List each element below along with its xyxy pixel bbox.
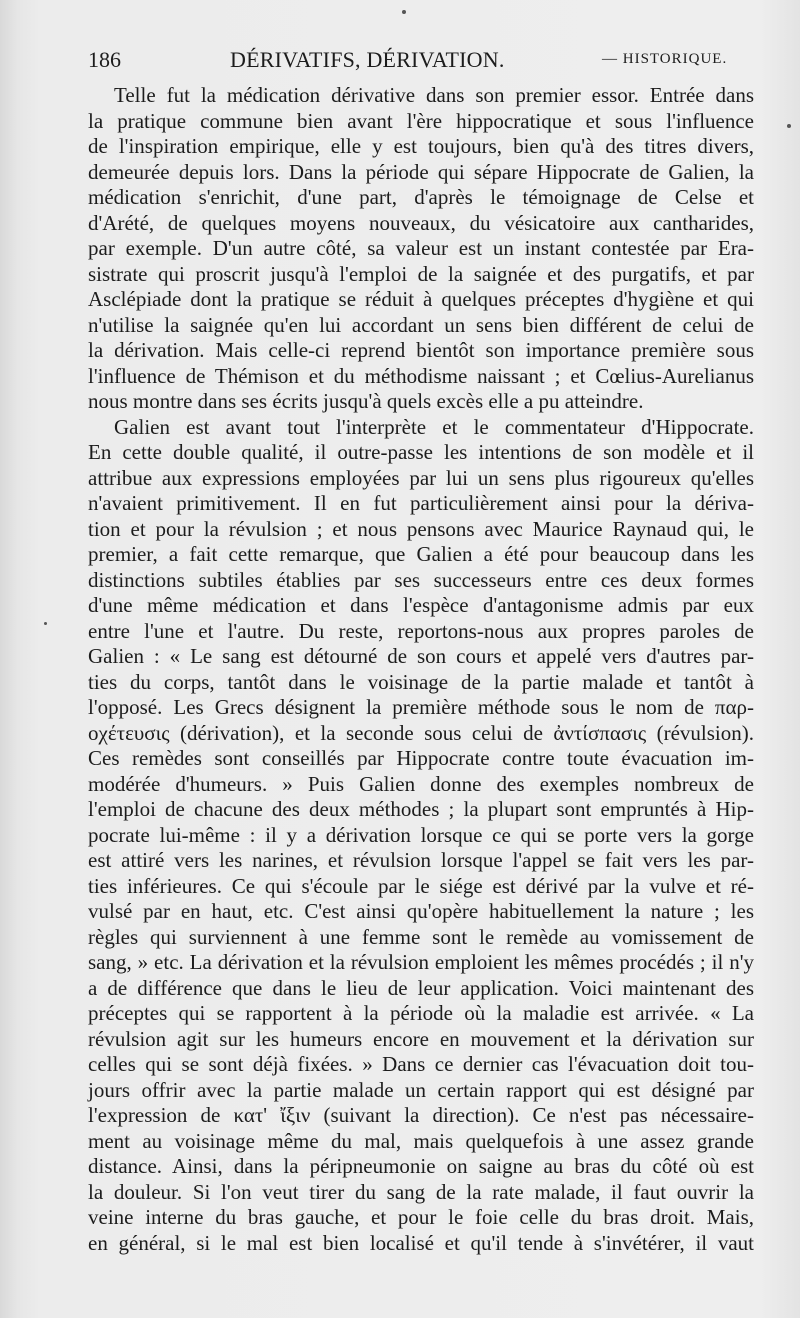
text-line: la dérivation. Mais celle-ci reprend bientôt son importance première sous xyxy=(88,338,754,362)
text-line: Ces remèdes sont conseillés par Hippocrate contre toute évacuation im- xyxy=(88,746,754,770)
text-line: distance. Ainsi, dans la péripneumonie on saigne au bras du côté où est xyxy=(88,1154,754,1178)
running-subtitle: — HISTORIQUE. xyxy=(602,51,728,67)
text-line: vulsé par en haut, etc. C'est ainsi qu'opère habituellement la nature ; les xyxy=(88,899,754,923)
text-line: Telle fut la médication dérivative dans son premier essor. Entrée dans xyxy=(114,83,754,107)
text-line: la douleur. Si l'on veut tirer du sang de la rate malade, il faut ouvrir la xyxy=(88,1179,754,1204)
text-line: sistrate qui proscrit jusqu'à l'emploi de la saignée et des purgatifs, et par xyxy=(88,261,754,286)
text-line: celles qui se sont déjà fixées. » Dans ce dernier cas l'évacuation doit tou- xyxy=(88,1052,754,1076)
text-line: par exemple. D'un autre côté, sa valeur est un instant contestée par Era- xyxy=(88,236,754,260)
text-line: préceptes qui se rapportent à la période où la maladie est arrivée. « La xyxy=(88,1001,754,1025)
text-line: n'avaient primitivement. Il en fut particulièrement ainsi pour la dériva- xyxy=(88,491,754,515)
text-line: est attiré vers les narines, et révulsion lorsque l'appel se fait vers les par- xyxy=(88,848,754,872)
text-line: règles qui surviennent à une femme sont le remède au vomissement de xyxy=(88,924,754,949)
text-line: n'utilise la saignée qu'en lui accordant un sens bien différent de celui de xyxy=(88,312,754,337)
text-line: modérée d'humeurs. » Puis Galien donne des exemples nombreux de xyxy=(88,771,754,796)
ink-speck xyxy=(787,124,791,128)
text-line: d'Arété, de quelques moyens nouveaux, du vésicatoire aux cantharides, xyxy=(88,210,754,235)
paragraph-2 xyxy=(88,415,754,1257)
text-line: Galien est avant tout l'interprète et le commentateur d'Hippocrate. xyxy=(114,414,754,439)
paragraph-1 xyxy=(88,83,754,415)
text-line: demeurée depuis lors. Dans la période qui sépare Hippocrate de Galien, la xyxy=(88,159,754,184)
text-line: l'opposé. Les Grecs désignent la première méthode sous le nom de παρ- xyxy=(88,695,754,719)
text-line: la pratique commune bien avant l'ère hippocratique et sous l'influence xyxy=(88,108,754,133)
body-text xyxy=(88,83,754,1256)
text-line: l'expression de κατ' ἴξιν (suivant la direction). Ce n'est pas nécessaire- xyxy=(88,1103,754,1127)
text-line: médication s'enrichit, d'une part, d'après le témoignage de Celse et xyxy=(88,185,754,209)
text-line: ties du corps, tantôt dans le voisinage de la partie malade et tantôt à xyxy=(88,669,754,694)
text-line: l'emploi de chacune des deux méthodes ; la plupart sont empruntés à Hip- xyxy=(88,797,754,821)
running-header xyxy=(88,46,754,76)
text-line: révulsion agit sur les humeurs encore en mouvement et la dérivation sur xyxy=(88,1026,754,1051)
text-line: tion et pour la révulsion ; et nous pensons avec Maurice Raynaud qui, le xyxy=(88,516,754,541)
ink-speck xyxy=(44,622,47,625)
text-line: en général, si le mal est bien localisé et qu'il tende à s'invétérer, il vaut xyxy=(88,1230,754,1255)
text-line: jours offrir avec la partie malade un certain rapport qui est désigné par xyxy=(88,1077,754,1102)
text-line: premier, a fait cette remarque, que Galien a été pour beaucoup dans les xyxy=(88,542,754,566)
text-line: Galien : « Le sang est détourné de son cours et appelé vers d'autres par- xyxy=(88,644,754,668)
text-line: ties inférieures. Ce qui s'écoule par le siége est dérivé par la vulve et ré- xyxy=(88,873,754,898)
text-line: pocrate lui-même : il y a dérivation lorsque ce qui se porte vers la gorge xyxy=(88,822,754,847)
ink-speck xyxy=(402,10,406,14)
text-line: veine interne du bras gauche, et pour le foie celle du bras droit. Mais, xyxy=(88,1205,754,1229)
text-line: Asclépiade dont la pratique se réduit à quelques préceptes d'hygiène et qui xyxy=(88,287,754,311)
page-number: 186 xyxy=(88,47,121,72)
text-line: En cette double qualité, il outre-passe les intentions de son modèle et il xyxy=(88,440,754,464)
text-line: attribue aux expressions employées par lui un sens plus rigoureux qu'elles xyxy=(88,465,754,490)
text-line: sang, » etc. La dérivation et la révulsion emploient les mêmes procédés ; il n'y xyxy=(88,950,754,974)
running-title: DÉRIVATIFS, DÉRIVATION. xyxy=(230,47,505,72)
text-line: de l'inspiration empirique, elle y est toujours, bien qu'à des titres divers, xyxy=(88,134,754,158)
text-line: d'une même médication et dans l'espèce d'antagonisme admis par eux xyxy=(88,593,754,617)
text-line: οχέτευσις (dérivation), et la seconde sous celui de ἀντίσπασις (révulsion). xyxy=(88,720,754,745)
text-line: a de différence que dans le lieu de leur application. Voici maintenant des xyxy=(88,975,754,1000)
text-line: l'influence de Thémison et du méthodisme naissant ; et Cœlius-Aurelianus xyxy=(88,363,754,388)
text-line: ment au voisinage même du mal, mais quelquefois à une assez grande xyxy=(88,1128,754,1153)
text-line: nous montre dans ses écrits jusqu'à quels excès elle a pu atteindre. xyxy=(88,389,644,413)
text-line: distinctions subtiles établies par ses successeurs entre ces deux formes xyxy=(88,567,754,592)
text-line: entre l'une et l'autre. Du reste, reportons-nous aux propres paroles de xyxy=(88,618,754,643)
